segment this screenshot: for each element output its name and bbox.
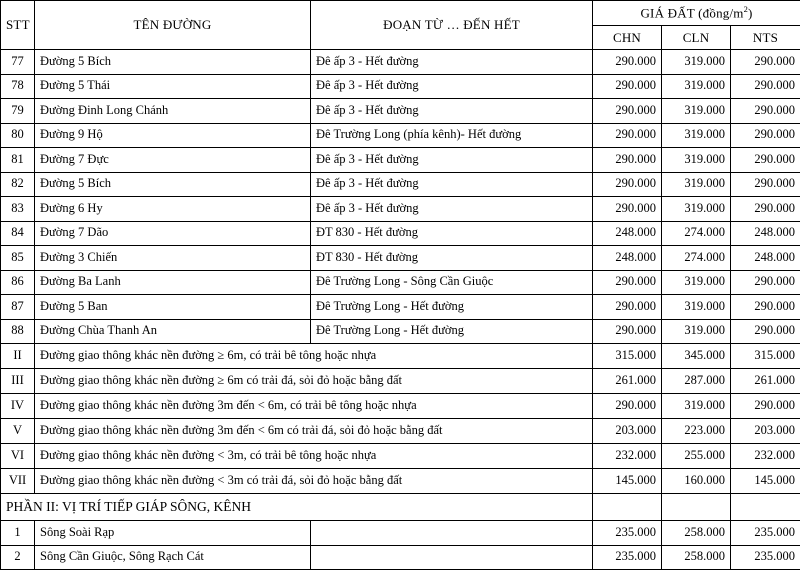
- column-header-name: TÊN ĐƯỜNG: [35, 1, 311, 50]
- cell-stt: 84: [1, 221, 35, 246]
- cell-price-cln: 274.000: [662, 246, 731, 271]
- cell-road-name: Đường Đinh Long Chánh: [35, 99, 311, 124]
- cell-price-chn: 248.000: [593, 221, 662, 246]
- cell-price-cln: 319.000: [662, 172, 731, 197]
- cell-price-cln: 319.000: [662, 295, 731, 320]
- cell-road-range: Đê ấp 3 - Hết đường: [311, 148, 593, 173]
- cell-road-range: ĐT 830 - Hết đường: [311, 221, 593, 246]
- cell-price-chn: 145.000: [593, 469, 662, 494]
- cell-price-chn: 232.000: [593, 444, 662, 469]
- cell-road-name: Đường 5 Thái: [35, 74, 311, 99]
- cell-price-chn: 290.000: [593, 99, 662, 124]
- cell-category-description: Đường giao thông khác nền đường ≥ 6m có trải đá, sỏi đỏ hoặc bằng đất: [35, 369, 593, 394]
- cell-stt: 78: [1, 74, 35, 99]
- cell-stt: 88: [1, 319, 35, 344]
- cell-road-name: Đường 5 Bích: [35, 50, 311, 75]
- cell-price-nts: 290.000: [731, 394, 800, 419]
- cell-price-chn: 290.000: [593, 319, 662, 344]
- cell-price-cln: 319.000: [662, 319, 731, 344]
- cell-price-cln: 258.000: [662, 521, 731, 546]
- cell-stt: 81: [1, 148, 35, 173]
- cell-stt: 87: [1, 295, 35, 320]
- cell-category-numeral: III: [1, 369, 35, 394]
- table-row-category: [1, 469, 800, 494]
- table-row: [1, 123, 800, 148]
- cell-road-range: Đê Trường Long - Hết đường: [311, 319, 593, 344]
- cell-category-numeral: VI: [1, 444, 35, 469]
- cell-price-cln: 223.000: [662, 419, 731, 444]
- cell-stt: 79: [1, 99, 35, 124]
- table-row: [1, 99, 800, 124]
- cell-road-range: Đê ấp 3 - Hết đường: [311, 172, 593, 197]
- cell-road-name: Đường 5 Bích: [35, 172, 311, 197]
- cell-price-nts: 290.000: [731, 295, 800, 320]
- column-header-nts: NTS: [731, 26, 800, 50]
- cell-road-range: [311, 521, 593, 546]
- table-header: [1, 1, 800, 50]
- cell-price-cln: 319.000: [662, 123, 731, 148]
- cell-road-range: [311, 545, 593, 570]
- table-row: [1, 197, 800, 222]
- cell-price-cln: 255.000: [662, 444, 731, 469]
- cell-price-chn: 290.000: [593, 50, 662, 75]
- cell-price-nts: 290.000: [731, 74, 800, 99]
- cell-category-numeral: IV: [1, 394, 35, 419]
- column-header-price-group: [593, 1, 800, 26]
- cell-price-nts: 145.000: [731, 469, 800, 494]
- cell-category-description: Đường giao thông khác nền đường 3m đến < 6m, có trải bê tông hoặc nhựa: [35, 394, 593, 419]
- table-row-category: [1, 344, 800, 369]
- cell-road-name: Đường 3 Chiến: [35, 246, 311, 271]
- table-row-section-header: [1, 494, 800, 521]
- cell-price-nts: 290.000: [731, 148, 800, 173]
- cell-stt: 2: [1, 545, 35, 570]
- cell-price-cln: 160.000: [662, 469, 731, 494]
- cell-stt: 86: [1, 270, 35, 295]
- cell-price-chn: 290.000: [593, 394, 662, 419]
- cell-price-cln: [662, 494, 731, 521]
- cell-category-description: Đường giao thông khác nền đường ≥ 6m, có trải bê tông hoặc nhựa: [35, 344, 593, 369]
- table-row: [1, 521, 800, 546]
- cell-road-range: Đê ấp 3 - Hết đường: [311, 197, 593, 222]
- table-row-category: [1, 369, 800, 394]
- cell-road-name: Sông Cần Giuộc, Sông Rạch Cát: [35, 545, 311, 570]
- cell-price-chn: 290.000: [593, 123, 662, 148]
- cell-price-chn: [593, 494, 662, 521]
- cell-category-description: Đường giao thông khác nền đường < 3m có trải đá, sỏi đỏ hoặc bằng đất: [35, 469, 593, 494]
- cell-price-nts: 261.000: [731, 369, 800, 394]
- cell-price-nts: 290.000: [731, 270, 800, 295]
- cell-price-cln: 319.000: [662, 148, 731, 173]
- cell-stt: 80: [1, 123, 35, 148]
- column-header-chn: CHN: [593, 26, 662, 50]
- cell-price-chn: 235.000: [593, 521, 662, 546]
- cell-road-name: Đường 5 Ban: [35, 295, 311, 320]
- cell-road-range: Đê ấp 3 - Hết đường: [311, 74, 593, 99]
- cell-price-nts: 235.000: [731, 545, 800, 570]
- table-row: [1, 148, 800, 173]
- table-row: [1, 246, 800, 271]
- cell-price-nts: 203.000: [731, 419, 800, 444]
- cell-road-range: Đê ấp 3 - Hết đường: [311, 50, 593, 75]
- cell-price-chn: 290.000: [593, 270, 662, 295]
- cell-stt: 77: [1, 50, 35, 75]
- cell-price-chn: 290.000: [593, 197, 662, 222]
- cell-road-name: Đường 7 Dão: [35, 221, 311, 246]
- cell-price-cln: 258.000: [662, 545, 731, 570]
- cell-price-cln: 319.000: [662, 270, 731, 295]
- cell-category-numeral: V: [1, 419, 35, 444]
- cell-category-numeral: II: [1, 344, 35, 369]
- table-body: [1, 50, 800, 570]
- cell-road-range: Đê Trường Long - Sông Cần Giuộc: [311, 270, 593, 295]
- cell-price-chn: 290.000: [593, 148, 662, 173]
- cell-road-range: Đê Trường Long (phía kênh)- Hết đường: [311, 123, 593, 148]
- cell-price-chn: 203.000: [593, 419, 662, 444]
- cell-road-name: Đường 9 Hộ: [35, 123, 311, 148]
- cell-price-nts: 235.000: [731, 521, 800, 546]
- cell-price-cln: 319.000: [662, 394, 731, 419]
- column-header-range: ĐOẠN TỪ … ĐẾN HẾT: [311, 1, 593, 50]
- cell-price-nts: 290.000: [731, 99, 800, 124]
- table-row: [1, 221, 800, 246]
- cell-road-range: Đê ấp 3 - Hết đường: [311, 99, 593, 124]
- cell-price-cln: 274.000: [662, 221, 731, 246]
- cell-price-nts: 248.000: [731, 246, 800, 271]
- cell-road-name: Sông Soài Rạp: [35, 521, 311, 546]
- table-row-category: [1, 419, 800, 444]
- cell-category-description: Đường giao thông khác nền đường < 3m, có trải bê tông hoặc nhựa: [35, 444, 593, 469]
- cell-road-name: Đường 6 Hy: [35, 197, 311, 222]
- cell-price-nts: 232.000: [731, 444, 800, 469]
- table-row: [1, 172, 800, 197]
- table-row: [1, 319, 800, 344]
- cell-price-cln: 319.000: [662, 50, 731, 75]
- cell-stt: 82: [1, 172, 35, 197]
- table-row: [1, 50, 800, 75]
- cell-price-chn: 261.000: [593, 369, 662, 394]
- cell-road-range: Đê Trường Long - Hết đường: [311, 295, 593, 320]
- column-header-cln: CLN: [662, 26, 731, 50]
- cell-road-name: Đường Chùa Thanh An: [35, 319, 311, 344]
- cell-price-nts: 290.000: [731, 319, 800, 344]
- cell-stt: 85: [1, 246, 35, 271]
- cell-category-description: Đường giao thông khác nền đường 3m đến < 6m có trải đá, sỏi đỏ hoặc bằng đất: [35, 419, 593, 444]
- table-row-category: [1, 444, 800, 469]
- column-header-stt: STT: [1, 1, 35, 50]
- cell-price-chn: 290.000: [593, 295, 662, 320]
- cell-price-nts: 315.000: [731, 344, 800, 369]
- cell-price-chn: 290.000: [593, 74, 662, 99]
- cell-price-nts: [731, 494, 800, 521]
- cell-price-cln: 319.000: [662, 74, 731, 99]
- cell-price-chn: 235.000: [593, 545, 662, 570]
- cell-price-nts: 290.000: [731, 50, 800, 75]
- cell-price-chn: 315.000: [593, 344, 662, 369]
- cell-price-nts: 290.000: [731, 123, 800, 148]
- table-row: [1, 270, 800, 295]
- cell-price-nts: 290.000: [731, 197, 800, 222]
- cell-price-chn: 248.000: [593, 246, 662, 271]
- cell-price-cln: 319.000: [662, 197, 731, 222]
- price-group-label: GIÁ ĐẤT (đồng/m: [640, 6, 743, 21]
- cell-road-name: Đường 7 Đực: [35, 148, 311, 173]
- table-row: [1, 545, 800, 570]
- cell-price-cln: 345.000: [662, 344, 731, 369]
- cell-price-cln: 319.000: [662, 99, 731, 124]
- cell-stt: 1: [1, 521, 35, 546]
- cell-price-nts: 248.000: [731, 221, 800, 246]
- price-group-exponent: 2: [744, 4, 748, 14]
- cell-road-range: ĐT 830 - Hết đường: [311, 246, 593, 271]
- cell-stt: 83: [1, 197, 35, 222]
- table-row-category: [1, 394, 800, 419]
- section-title: PHẦN II: VỊ TRÍ TIẾP GIÁP SÔNG, KÊNH: [1, 494, 593, 521]
- table-row: [1, 74, 800, 99]
- cell-category-numeral: VII: [1, 469, 35, 494]
- cell-road-name: Đường Ba Lanh: [35, 270, 311, 295]
- cell-price-cln: 287.000: [662, 369, 731, 394]
- price-group-tail: ): [748, 6, 753, 21]
- cell-price-chn: 290.000: [593, 172, 662, 197]
- table-row: [1, 295, 800, 320]
- cell-price-nts: 290.000: [731, 172, 800, 197]
